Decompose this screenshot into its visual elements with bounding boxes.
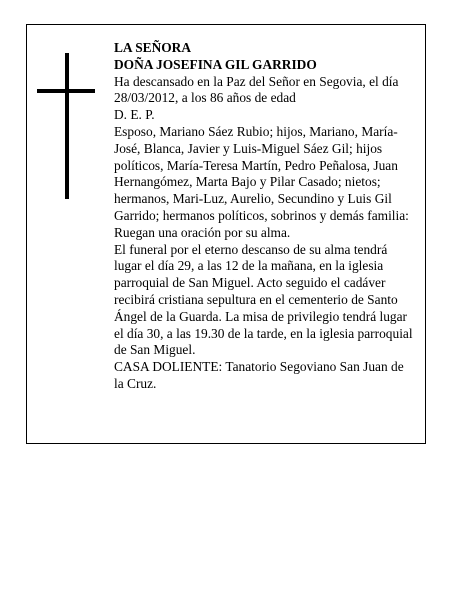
obituary-notice: [26, 24, 426, 444]
rip-line: D. E. P.: [114, 107, 155, 123]
mourning-house: CASA DOLIENTE: Tanatorio Segoviano San Juan de la Cruz.: [114, 359, 404, 391]
deceased-title: LA SEÑORA: [114, 40, 192, 55]
passing-statement: Ha descansado en la Paz del Señor en Segovia, el día 28/03/2012, a los 86 años de edad: [114, 73, 399, 106]
cross-vertical-bar: [65, 53, 69, 199]
deceased-name: DOÑA JOSEFINA GIL GARRIDO: [114, 56, 317, 72]
funeral-paragraph: El funeral por el eterno descanso de su alma tendrá lugar el día 29, a las 12 de la mañana, en la iglesia parroquial de San Miguel. Acto seguido el cadáver recibirá cristiana sepultura en el cementerio de Santo Ángel de la Guarda. La misa de privilegio tendrá lugar el día 30, a las 19.30 de la tarde, en la iglesia parroquial de San Miguel.: [114, 241, 413, 358]
family-paragraph: Esposo, Mariano Sáez Rubio; hijos, Mariano, María-José, Blanca, Javier y Luis-Miguel Sáez Gil; hijos políticos, María-Teresa Martín, Pedro Peñalosa, Juan Hernangómez, Marta Bajo y Pilar Casado; nietos; hermanos, Mari-Luz, Aurelio, Secundino y Luis Gil Garrido; hermanos políticos, sobrinos y demás familia: Ruegan una oración por su alma.: [114, 123, 409, 240]
obituary-text: [114, 40, 414, 393]
cross-horizontal-bar: [37, 89, 95, 93]
cross-icon: [37, 53, 95, 199]
